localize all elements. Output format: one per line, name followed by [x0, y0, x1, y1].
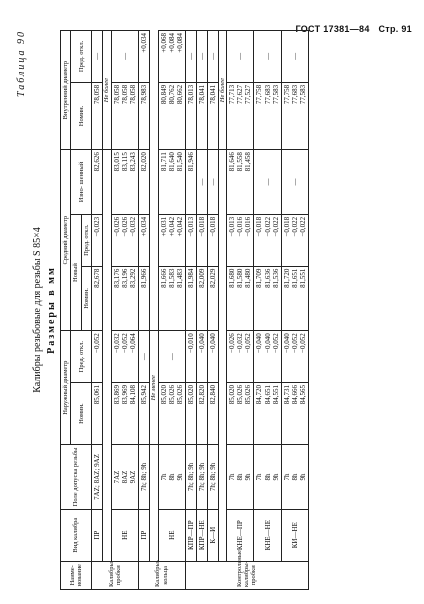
col-inner-nom: Номин.	[71, 82, 92, 149]
cell-o-dev: −0,026 −0,032 −0,052	[227, 331, 254, 383]
table-label: Таблица 90	[16, 30, 27, 97]
cell-tol: 7h 8h 9h	[281, 445, 308, 510]
cell-o-nom: 85,020 85,026 85,026	[158, 383, 185, 445]
cell-kind: КНЕ—НЕ	[254, 509, 281, 561]
cell-p-worn: 83,015 83,115 83,243	[111, 150, 138, 215]
cell-p-dev: −0,013 −0,016 −0,016	[227, 214, 254, 266]
cell-p-nom: 82,009	[196, 266, 207, 331]
cell-o-nom: 84,720 84,651 84,551	[254, 383, 281, 445]
cell-i-dev: —	[281, 31, 308, 83]
table-row	[92, 31, 103, 590]
cell-tol: 7h 8h 9h	[227, 445, 254, 510]
cell-p-nom: 81,709 81,636 81,536	[254, 266, 281, 331]
cell-p-worn: —	[281, 150, 308, 215]
cell-tol: 7h 8h 9h	[158, 445, 185, 510]
cell-tol: 7h 8h 9h	[254, 445, 281, 510]
table-row	[207, 31, 218, 590]
table-row	[103, 31, 111, 590]
cell-p-dev: −0,018 −0,022 −0,022	[281, 214, 308, 266]
cell-i-dev: —	[111, 31, 138, 83]
cell-o-nom: 85,942	[139, 383, 150, 445]
cell-o-nom: 85,020 85,026 85,026	[227, 383, 254, 445]
cell-i-dev: —	[196, 31, 207, 83]
cell-p-worn: 81,711 81,640 81,540	[158, 150, 185, 215]
cell-tol: 7h; 8h; 9h	[207, 445, 218, 510]
cell-kind: КНЕ—ПР	[227, 509, 254, 561]
cell-kind: НЕ	[111, 509, 138, 561]
cell-p-nom: 81,966	[139, 266, 150, 331]
col-inner-dev: Пред. откл.	[71, 31, 92, 83]
col-pitch-nom: Номин.	[81, 266, 91, 331]
cell-p-dev: −0,023	[92, 214, 103, 266]
cell-o-dev: −0,052	[92, 331, 103, 383]
cell-p-dev: −0,018	[207, 214, 218, 266]
gauge-table	[60, 30, 309, 590]
cell-p-nom: 83,176 83,196 83,292	[111, 266, 138, 331]
col-pitch-dev: Пред. откл.	[81, 214, 91, 266]
cell-i-dev: —	[254, 31, 281, 83]
cell-o-dev: —	[139, 331, 150, 383]
cell-p-worn: 82,020	[139, 150, 150, 215]
cell-p-dev: +0,034	[139, 214, 150, 266]
cell-i-dev: —	[92, 31, 103, 83]
cell-p-nom: 82,029	[207, 266, 218, 331]
cell-tol: 7h; 8h; 9h	[185, 445, 196, 510]
cell-kind: КПР—ПР	[185, 509, 196, 561]
table-title: Калибры резьбовые для резьбы S 85×4	[32, 227, 43, 393]
col-name: Наиме- нование	[61, 561, 92, 589]
cell-tol: 7h; 8h; 9h	[196, 445, 207, 510]
table-row	[150, 31, 158, 590]
cell-o-nom: 85,020	[185, 383, 196, 445]
cell-o-nom: 82,820	[196, 383, 207, 445]
col-kind: Вид калибра	[61, 509, 92, 561]
group-control: Контрольные калибры-пробки	[185, 561, 308, 589]
note-ne-bolee-2: Не более	[218, 31, 226, 150]
cell-p-dev: −0,013	[185, 214, 196, 266]
cell-o-dev: —	[158, 331, 185, 383]
cell-o-dev: −0,010	[185, 331, 196, 383]
cell-i-dev: +0,068 +0,084 +0,084	[158, 31, 185, 83]
cell-kind: ПР	[139, 509, 150, 561]
table-row	[196, 31, 207, 590]
cell-tol: 7AZ 8AZ 9AZ	[111, 445, 138, 510]
cell-i-nom: 78,041	[196, 82, 207, 149]
table-row	[111, 31, 138, 590]
cell-i-nom: 77,758 77,683 77,583	[254, 82, 281, 149]
table-row	[218, 31, 226, 590]
cell-p-nom: 81,984	[185, 266, 196, 331]
rotated-page	[12, 30, 416, 590]
cell-tol: 7AZ; 8AZ; 9AZ	[92, 445, 103, 510]
cell-p-nom: 81,720 81,651 81,551	[281, 266, 308, 331]
col-pitch: Средний диаметр	[61, 150, 71, 331]
note-ne-bolee: Не более	[103, 31, 111, 150]
group-plugs: Калибры-пробки	[92, 561, 139, 589]
cell-o-nom: 82,840	[207, 383, 218, 445]
cell-p-dev: −0,018 −0,022 −0,022	[254, 214, 281, 266]
cell-o-nom: 83,869 83,969 84,108	[111, 383, 138, 445]
cell-p-nom: 81,680 81,580 81,480	[227, 266, 254, 331]
col-tolerance: Поле допуска резьбы	[61, 445, 92, 510]
cell-p-nom: 81,666 81,583 81,483	[158, 266, 185, 331]
cell-p-worn: —	[196, 150, 207, 215]
cell-p-dev: −0,018	[196, 214, 207, 266]
table-row	[139, 31, 150, 590]
table-row	[227, 31, 254, 590]
cell-i-nom: 78,058	[92, 82, 103, 149]
cell-o-dev: −0,040	[207, 331, 218, 383]
cell-i-nom: 78,041	[207, 82, 218, 149]
col-pitch-new: Новый	[71, 214, 81, 330]
cell-i-nom: 80,849 80,762 80,662	[158, 82, 185, 149]
cell-o-dev: −0,040 −0,040 −0,052	[254, 331, 281, 383]
cell-i-nom: 78,983	[139, 82, 150, 149]
cell-o-dev: −0,040	[196, 331, 207, 383]
note-ne-menee: Не менее	[150, 331, 158, 445]
col-outer: Наружный диаметр	[61, 331, 71, 445]
table-row	[185, 31, 196, 590]
cell-i-nom: 78,058 78,058 78,058	[111, 82, 138, 149]
table-subtitle: Размеры в мм	[46, 266, 57, 354]
cell-p-dev: +0,031 +0,042 +0,042	[158, 214, 185, 266]
group-rings: Калибры-кольца	[139, 561, 186, 589]
col-outer-dev: Пред. откл.	[71, 331, 92, 383]
cell-p-worn: —	[207, 150, 218, 215]
cell-o-dev: −0,040 −0,052 −0,052	[281, 331, 308, 383]
cell-i-dev: +0,034	[139, 31, 150, 83]
cell-p-worn: 81,946	[185, 150, 196, 215]
cell-i-nom: 77,758 77,683 77,583	[281, 82, 308, 149]
cell-o-dev: −0,032 −0,052 −0,064	[111, 331, 138, 383]
table-row	[254, 31, 281, 590]
cell-p-nom: 82,678	[92, 266, 103, 331]
cell-kind: К—И	[207, 509, 218, 561]
cell-i-dev: —	[185, 31, 196, 83]
cell-p-worn: 82,626	[92, 150, 103, 215]
cell-kind: ПР	[92, 509, 103, 561]
table-row	[281, 31, 308, 590]
cell-i-dev: —	[227, 31, 254, 83]
cell-i-nom: 78,013	[185, 82, 196, 149]
cell-i-nom: 77,713 77,627 77,527	[227, 82, 254, 149]
cell-o-nom: 85,061	[92, 383, 103, 445]
gost-number: ГОСТ 17381—84	[295, 24, 370, 34]
cell-kind: КИ—НЕ	[281, 509, 308, 561]
cell-p-worn: —	[254, 150, 281, 215]
cell-kind: КПР—НЕ	[196, 509, 207, 561]
col-pitch-worn: Изно- шенный	[71, 150, 92, 215]
table-row	[158, 31, 185, 590]
cell-tol: 7h; 8h; 9h	[139, 445, 150, 510]
col-outer-nom: Номин.	[71, 383, 92, 445]
cell-kind: НЕ	[158, 509, 185, 561]
cell-p-dev: −0,026 −0,026 −0,032	[111, 214, 138, 266]
cell-o-nom: 84,731 84,666 84,565	[281, 383, 308, 445]
cell-p-worn: 81,646 81,558 81,458	[227, 150, 254, 215]
col-inner: Внутренний диаметр	[61, 31, 71, 150]
page-number: Стр. 91	[378, 24, 412, 34]
cell-i-dev: —	[207, 31, 218, 83]
